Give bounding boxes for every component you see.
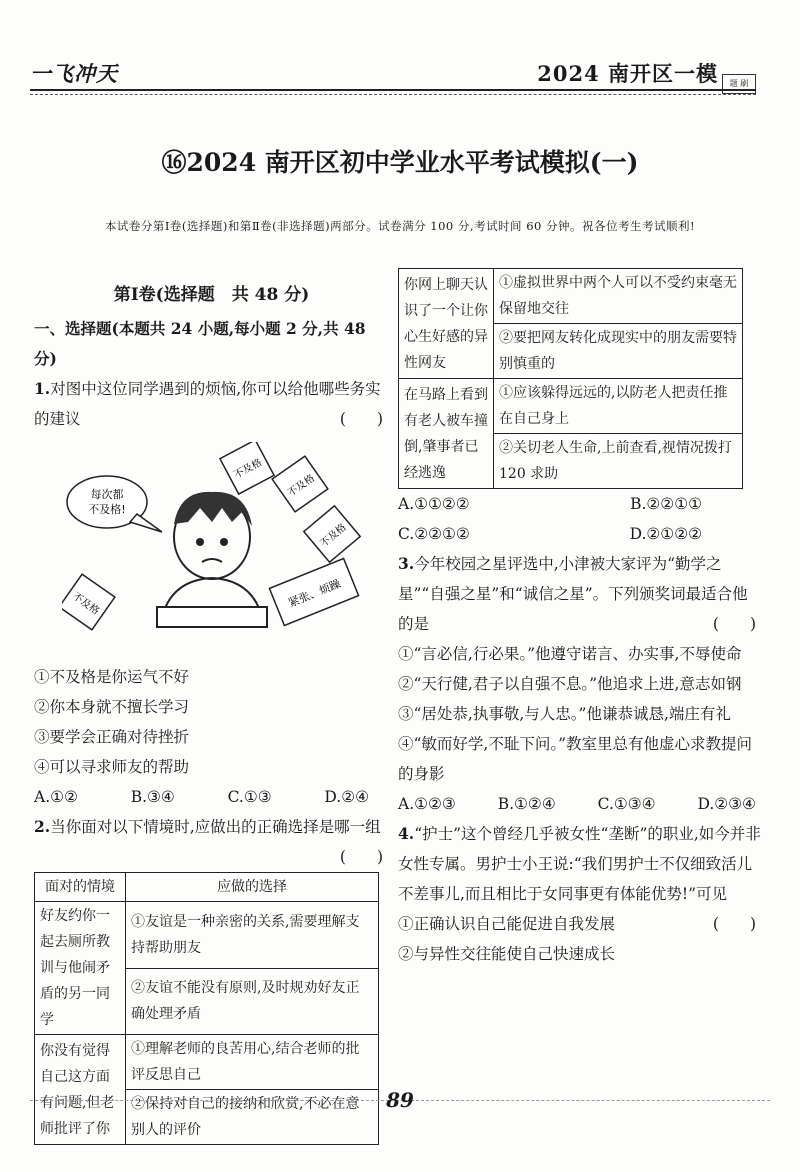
- choice-cell: ①友谊是一种亲密的关系,需要理解支持帮助朋友: [126, 902, 379, 969]
- header-rule-dashed: [30, 94, 756, 95]
- bubble-text-2: 不及格!: [88, 503, 126, 516]
- option-item: ①正确认识自己能促进自我发展: [398, 915, 616, 933]
- choice-cell: ①理解老师的良苦用心,结合老师的批评反思自己: [126, 1035, 379, 1090]
- header-exam-title: 2024 南开区一模: [537, 61, 718, 86]
- left-column: [34, 280, 389, 1145]
- section-title: 第Ⅰ卷(选择题 共 48 分): [113, 285, 310, 305]
- situation-cell: 好友约你一起去厕所教训与他闹矛盾的另一同学: [35, 902, 126, 1035]
- answer-option[interactable]: A.①②③: [398, 795, 456, 813]
- table-row: [399, 379, 743, 434]
- answer-options: [398, 789, 762, 819]
- answer-option[interactable]: D.②①②②: [629, 525, 702, 543]
- header-rule: [30, 89, 756, 91]
- table-row: [35, 902, 379, 969]
- student-figure: [157, 492, 267, 627]
- question-2: [34, 812, 389, 866]
- worry-card-3: [304, 506, 360, 562]
- header-badge: 题 刷: [722, 74, 756, 94]
- question-stem: “护士”这个曾经几乎被女性“垄断”的职业,如今并非女性专属。男护士小王说:“我们男护士不仅细致活儿不差事儿,而且相比于女同事更有体能优势!”可见: [398, 825, 761, 903]
- answer-option[interactable]: A.①②: [34, 788, 78, 806]
- answer-option[interactable]: B.③④: [130, 788, 175, 806]
- worry-card-text: 不及格: [232, 457, 264, 482]
- worry-card-1: [220, 442, 274, 494]
- option-item: ①不及格是你运气不好: [34, 668, 190, 686]
- answer-options: [398, 519, 762, 549]
- answer-option[interactable]: C.①③: [227, 788, 272, 806]
- worry-card-text: 紧张、烦躁: [286, 577, 343, 610]
- answer-option[interactable]: C.②②①②: [398, 525, 470, 543]
- table-row: [35, 1035, 379, 1090]
- choice-cell: ②友谊不能没有原则,及时规劝好友正确处理矛盾: [126, 968, 379, 1035]
- situation-table-part2: [398, 268, 743, 489]
- answer-paren: ( ): [712, 615, 756, 633]
- table-header: 面对的情境: [35, 873, 126, 902]
- worry-card-text: 不及格: [70, 590, 102, 618]
- question-number: 2.: [34, 817, 51, 836]
- answer-option[interactable]: D.②④: [324, 788, 369, 806]
- page-number: 89: [386, 1088, 414, 1112]
- answer-paren: ( ): [339, 410, 383, 428]
- choice-cell: ②关切老人生命,上前查看,视情况拨打 120 求助: [494, 434, 743, 489]
- option-item: ④“敏而好学,不耻下问。”教室里总有他虚心求教提问的身影: [398, 735, 753, 783]
- option-item: ②与异性交往能使自己快速成长: [398, 945, 616, 963]
- question-stem: 当你面对以下情境时,应做出的正确选择是哪一组: [50, 818, 381, 836]
- question-1: [34, 374, 389, 434]
- right-column: [398, 268, 762, 969]
- worry-card-2: [272, 456, 328, 512]
- section-subtitle: 一、选择题(本题共 24 小题,每小题 2 分,共 48 分): [34, 319, 366, 368]
- choice-cell: ②要把网友转化成现实中的朋友需要特别慎重的: [494, 324, 743, 379]
- question-3: [398, 549, 762, 639]
- answer-option[interactable]: A.①①②②: [398, 495, 470, 513]
- choice-cell: ①虚拟世界中两个人可以不受约束毫无保留地交往: [494, 269, 743, 324]
- answer-options: [34, 782, 389, 812]
- situation-cell: 在马路上看到有老人被车撞倒,肇事者已经逃逸: [399, 379, 494, 489]
- situation-cell: 你网上聊天认识了一个让你心生好感的异性网友: [399, 269, 494, 379]
- worry-card-5: [269, 558, 358, 625]
- speech-bubble: [67, 476, 162, 532]
- answer-option[interactable]: B.②②①①: [630, 495, 702, 513]
- worry-card-text: 不及格: [285, 472, 317, 500]
- answer-option[interactable]: C.①③④: [597, 795, 656, 813]
- question-number: 3.: [398, 554, 415, 573]
- option-item: ②“天行健,君子以自强不息。”他追求上进,意志如钢: [398, 675, 742, 693]
- cartoon-illustration: [62, 442, 362, 642]
- answer-paren: ( ): [712, 915, 756, 933]
- option-item: ①“言必信,行必果。”他遵守诺言、办实事,不辱使命: [398, 645, 742, 663]
- option-item: ④可以寻求师友的帮助: [34, 758, 190, 776]
- worry-card-text: 不及格: [318, 522, 349, 550]
- question-stem: 今年校园之星评选中,小津被大家评为“勤学之星”“自强之星”和“诚信之星”。下列颁奖词最适合他的是: [398, 555, 748, 633]
- choice-cell: ①应该躲得远远的,以防老人把责任推在自己身上: [494, 379, 743, 434]
- brand-logo: 一飞冲天: [30, 61, 118, 86]
- worry-card-4: [62, 574, 115, 630]
- question-number: 1.: [34, 379, 51, 398]
- bubble-text-1: 每次都: [90, 488, 124, 501]
- situation-cell: 你没有觉得自己这方面有问题,但老师批评了你: [35, 1035, 126, 1145]
- answer-option[interactable]: B.①②④: [497, 795, 556, 813]
- choice-cell: ②保持对自己的接纳和欣赏,不必在意别人的评价: [126, 1090, 379, 1145]
- answer-paren: ( ): [339, 848, 383, 866]
- table-header: 应做的选择: [126, 873, 379, 902]
- option-item: ③要学会正确对待挫折: [34, 728, 190, 746]
- answer-option[interactable]: D.②③④: [697, 795, 756, 813]
- question-number: 4.: [398, 824, 415, 843]
- page-title: ⑯2024 南开区初中学业水平考试模拟(一): [161, 148, 639, 177]
- question-stem: 对图中这位同学遇到的烦恼,你可以给他哪些务实的建议: [34, 380, 381, 428]
- exam-instructions: 本试卷分第Ⅰ卷(选择题)和第Ⅱ卷(非选择题)两部分。试卷满分 100 分,考试时间 60 分钟。祝各位考生考试顺利!: [104, 219, 696, 233]
- option-item: ③“居处恭,执事敬,与人忠。”他谦恭诚恳,端庄有礼: [398, 705, 731, 723]
- answer-options: [398, 489, 762, 519]
- option-item: ②你本身就不擅长学习: [34, 698, 190, 716]
- table-row: [399, 269, 743, 324]
